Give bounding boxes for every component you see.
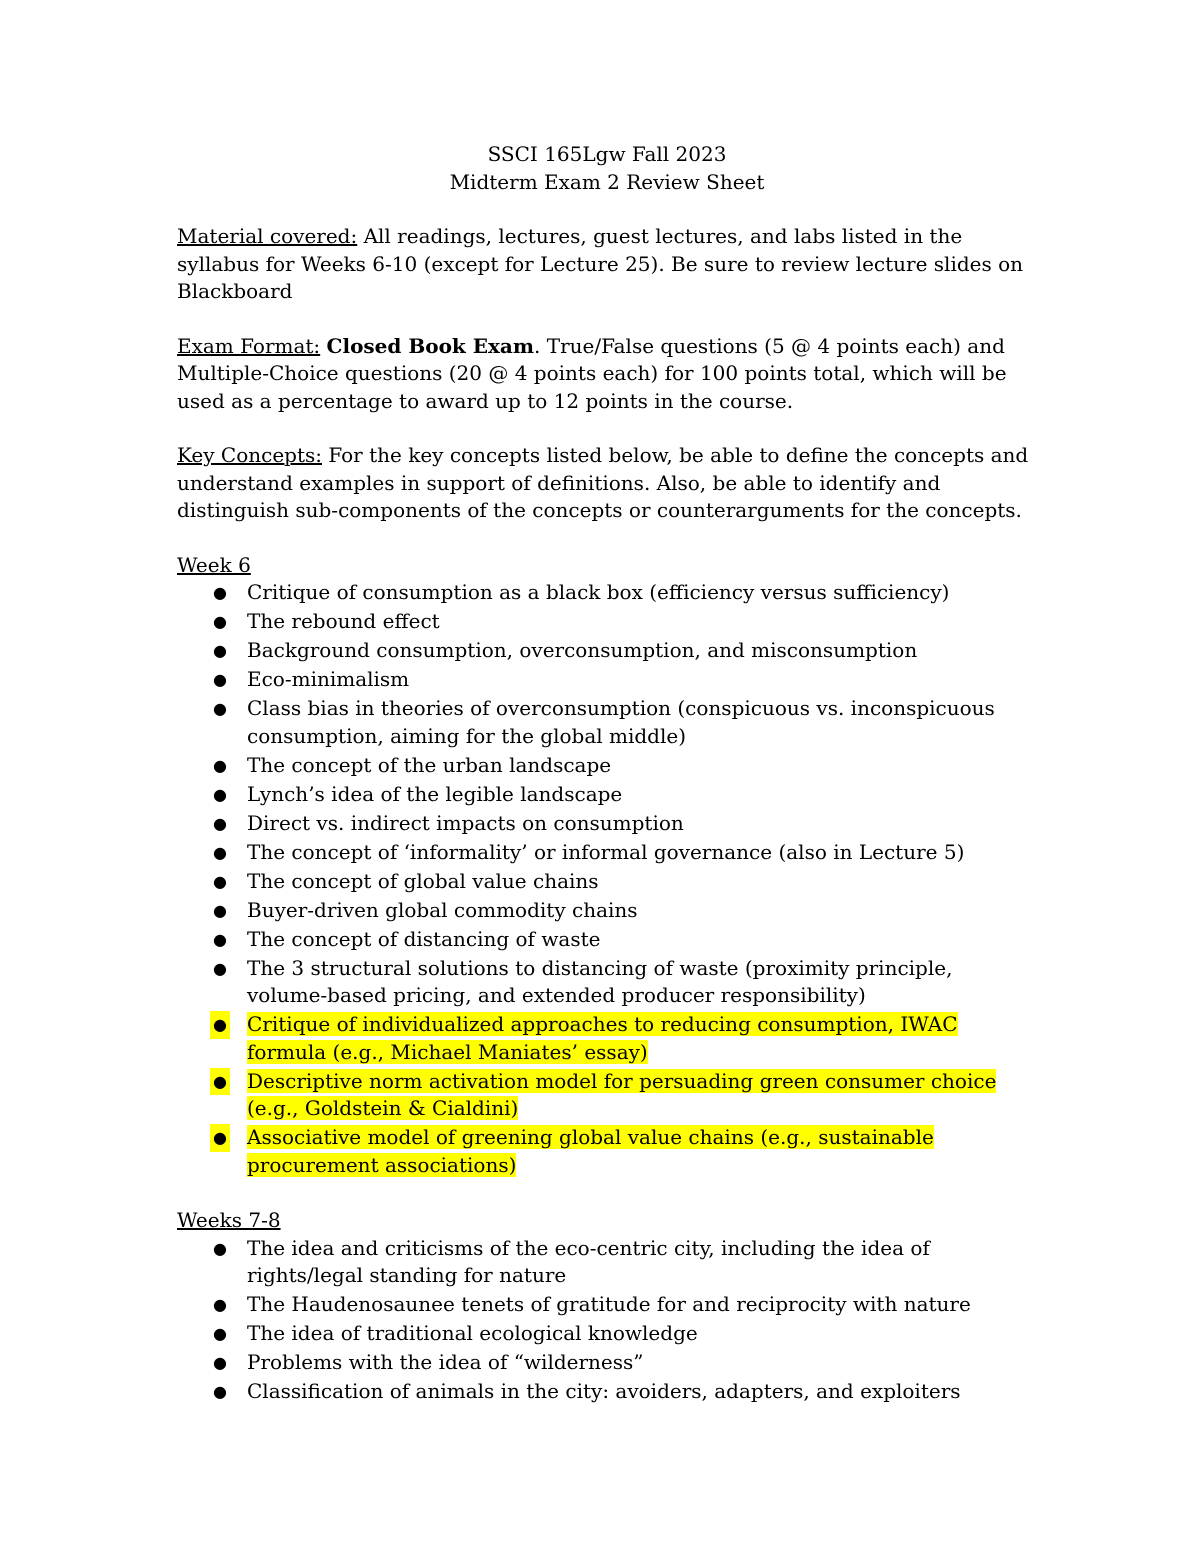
bullet-icon: ●: [213, 612, 227, 631]
list-item: [177, 839, 1037, 867]
bullet-icon: ●: [213, 699, 227, 718]
list-item-text: The idea of traditional ecological knowledge: [247, 1321, 698, 1345]
bullet-icon: ●: [213, 813, 227, 833]
list-item: [177, 955, 1037, 1010]
list-item: [177, 695, 1037, 750]
list-item: [177, 1378, 1037, 1406]
list-item: [177, 868, 1037, 896]
document-title: Midterm Exam 2 Review Sheet: [449, 169, 765, 194]
exam-format-section: [177, 333, 1037, 416]
list-item-text: The 3 structural solutions to distancing of waste (proximity principle, volume-based pricing, and extended producer responsibility): [247, 955, 953, 1007]
list-item-text: Associative model of greening global value chains (e.g., sustainable procurement associations): [247, 1125, 934, 1177]
document-header: [177, 141, 1037, 196]
exam-format-bold: Closed Book Exam: [326, 333, 535, 358]
list-item: [177, 926, 1037, 954]
list-item: [177, 637, 1037, 665]
list-item: [177, 579, 1037, 607]
bullet-icon: ●: [213, 641, 227, 660]
list-item: [177, 897, 1037, 925]
weeks-container: [177, 552, 1037, 1406]
bullet-icon: ●: [213, 929, 227, 949]
list-item-text: Critique of consumption as a black box (efficiency versus sufficiency): [247, 580, 950, 604]
bullet-icon: ●: [213, 842, 227, 862]
key-concepts-section: [177, 442, 1037, 525]
bullet-icon: ●: [213, 871, 227, 891]
material-covered-section: [177, 223, 1037, 306]
highlighted-list-item: [177, 1011, 1037, 1066]
list-item-text: Problems with the idea of “wilderness”: [247, 1350, 644, 1374]
bullet-icon: ●: [213, 670, 227, 689]
list-item-text: The rebound effect: [247, 609, 440, 633]
concept-list: [177, 1235, 1037, 1406]
list-item: [177, 608, 1037, 636]
list-item-text: Critique of individualized approaches to reducing consumption, IWAC formula (e.g., Michael Maniates’ essay): [247, 1012, 958, 1064]
bullet-icon: ●: [210, 1011, 230, 1039]
key-concepts-label: Key Concepts:: [177, 443, 322, 467]
list-item: [177, 810, 1037, 838]
list-item: [177, 781, 1037, 809]
list-item: [177, 1349, 1037, 1377]
list-item-text: Lynch’s idea of the legible landscape: [247, 781, 623, 806]
week-heading: Week 6: [177, 552, 251, 577]
bullet-icon: ●: [210, 1068, 230, 1096]
bullet-icon: ●: [213, 958, 227, 978]
list-item-text: The concept of ‘informality’ or informal governance (also in Lecture 5): [247, 839, 965, 864]
key-concepts-text: For the key concepts listed below, be able to define the concepts and understand examples in support of definitions. Also, be able to identify and distinguish sub-components of the concepts or counterarguments for the concepts.: [177, 443, 1029, 522]
list-item-text: Class bias in theories of overconsumption (conspicuous vs. inconspicuous consumption, aiming for the global middle): [247, 696, 995, 748]
week-heading: Weeks 7-8: [177, 1208, 281, 1232]
material-covered-text: All readings, lectures, guest lectures, and labs listed in the syllabus for Weeks 6-10 (except for Lecture 25). Be sure to review lecture slides on Blackboard: [177, 224, 1024, 303]
list-item-text: The idea and criticisms of the eco-centric city, including the idea of rights/legal standing for nature: [247, 1235, 930, 1287]
highlighted-list-item: [177, 1124, 1037, 1179]
list-item-text: The Haudenosaunee tenets of gratitude for and reciprocity with nature: [247, 1292, 971, 1316]
document-content: [177, 141, 1037, 1434]
list-item: [177, 666, 1037, 694]
list-item-text: Classification of animals in the city: avoiders, adapters, and exploiters: [247, 1379, 961, 1403]
list-item-text: The concept of distancing of waste: [247, 926, 601, 951]
exam-format-label: Exam Format:: [177, 333, 321, 358]
list-item-text: The concept of the urban landscape: [247, 752, 612, 777]
list-item-text: Descriptive norm activation model for persuading green consumer choice (e.g., Goldstein & Cialdini): [247, 1068, 997, 1120]
concept-list: [177, 579, 1037, 1179]
bullet-icon: ●: [213, 583, 227, 602]
list-item-text: Direct vs. indirect impacts on consumption: [247, 810, 684, 835]
list-item-text: The concept of global value chains: [247, 868, 599, 893]
list-item: [177, 1320, 1037, 1348]
bullet-icon: ●: [213, 900, 227, 920]
list-item-text: Buyer-driven global commodity chains: [247, 897, 638, 922]
course-title: SSCI 165Lgw Fall 2023: [487, 142, 727, 166]
list-item: [177, 1235, 1037, 1290]
bullet-icon: ●: [213, 755, 227, 775]
bullet-icon: ●: [213, 1324, 227, 1343]
highlighted-list-item: [177, 1068, 1037, 1123]
bullet-icon: ●: [213, 784, 227, 804]
list-item: [177, 1291, 1037, 1319]
exam-format-text: . True/False questions (5 @ 4 points each) and Multiple-Choice questions (20 @ 4 points each) for 100 points total, which will be used as a percentage to award up to 12 points in the course.: [177, 333, 1007, 413]
bullet-icon: ●: [213, 1353, 227, 1372]
bullet-icon: ●: [213, 1295, 227, 1314]
bullet-icon: ●: [213, 1238, 227, 1258]
bullet-icon: ●: [213, 1382, 227, 1401]
list-item-text: Background consumption, overconsumption, and misconsumption: [247, 638, 918, 662]
list-item-text: Eco-minimalism: [247, 667, 410, 691]
bullet-icon: ●: [210, 1124, 230, 1152]
list-item: [177, 752, 1037, 780]
material-covered-label: Material covered:: [177, 224, 358, 248]
